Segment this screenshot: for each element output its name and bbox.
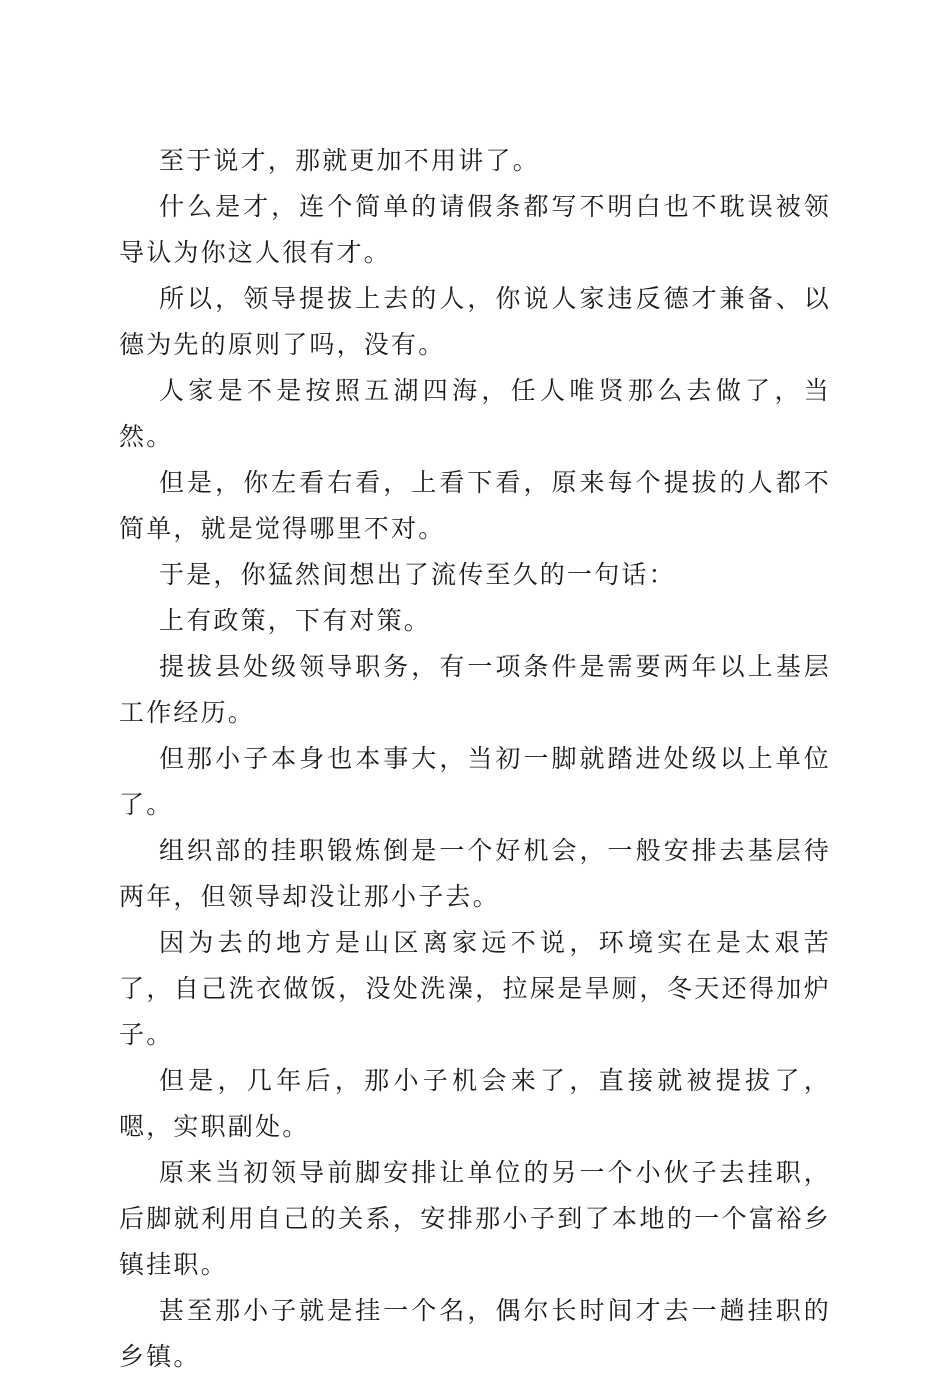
paragraph: 什么是才，连个简单的请假条都写不明白也不耽误被领导认为你这人很有才。	[119, 192, 831, 267]
document-page	[119, 138, 831, 1380]
paragraph: 上有政策，下有对策。	[159, 606, 432, 635]
paragraph: 原来当初领导前脚安排让单位的另一个小伙子去挂职，后脚就利用自己的关系，安排那小子到了本地的一个富裕乡镇挂职。	[119, 1158, 831, 1279]
paragraph: 但是，几年后，那小子机会来了，直接就被提拔了，嗯，实职副处。	[119, 1066, 831, 1141]
paragraph: 但那小子本身也本事大，当初一脚就踏进处级以上单位了。	[119, 744, 831, 819]
paragraph: 甚至那小子就是挂一个名，偶尔长时间才去一趟挂职的乡镇。	[119, 1296, 831, 1371]
paragraph: 人家是不是按照五湖四海，任人唯贤那么去做了，当然。	[119, 376, 831, 451]
paragraph: 至于说才，那就更加不用讲了。	[159, 146, 540, 175]
paragraph: 所以，领导提拔上去的人，你说人家违反德才兼备、以德为先的原则了吗，没有。	[119, 284, 831, 359]
paragraph: 于是，你猛然间想出了流传至久的一句话：	[159, 560, 676, 589]
paragraph: 组织部的挂职锻炼倒是一个好机会，一般安排去基层待两年，但领导却没让那小子去。	[119, 836, 831, 911]
paragraph: 提拔县处级领导职务，有一项条件是需要两年以上基层工作经历。	[119, 652, 831, 727]
paragraph: 因为去的地方是山区离家远不说，环境实在是太艰苦了，自己洗衣做饭，没处洗澡，拉屎是旱厕，冬天还得加炉子。	[119, 928, 831, 1049]
paragraph: 但是，你左看右看，上看下看，原来每个提拔的人都不简单，就是觉得哪里不对。	[119, 468, 831, 543]
